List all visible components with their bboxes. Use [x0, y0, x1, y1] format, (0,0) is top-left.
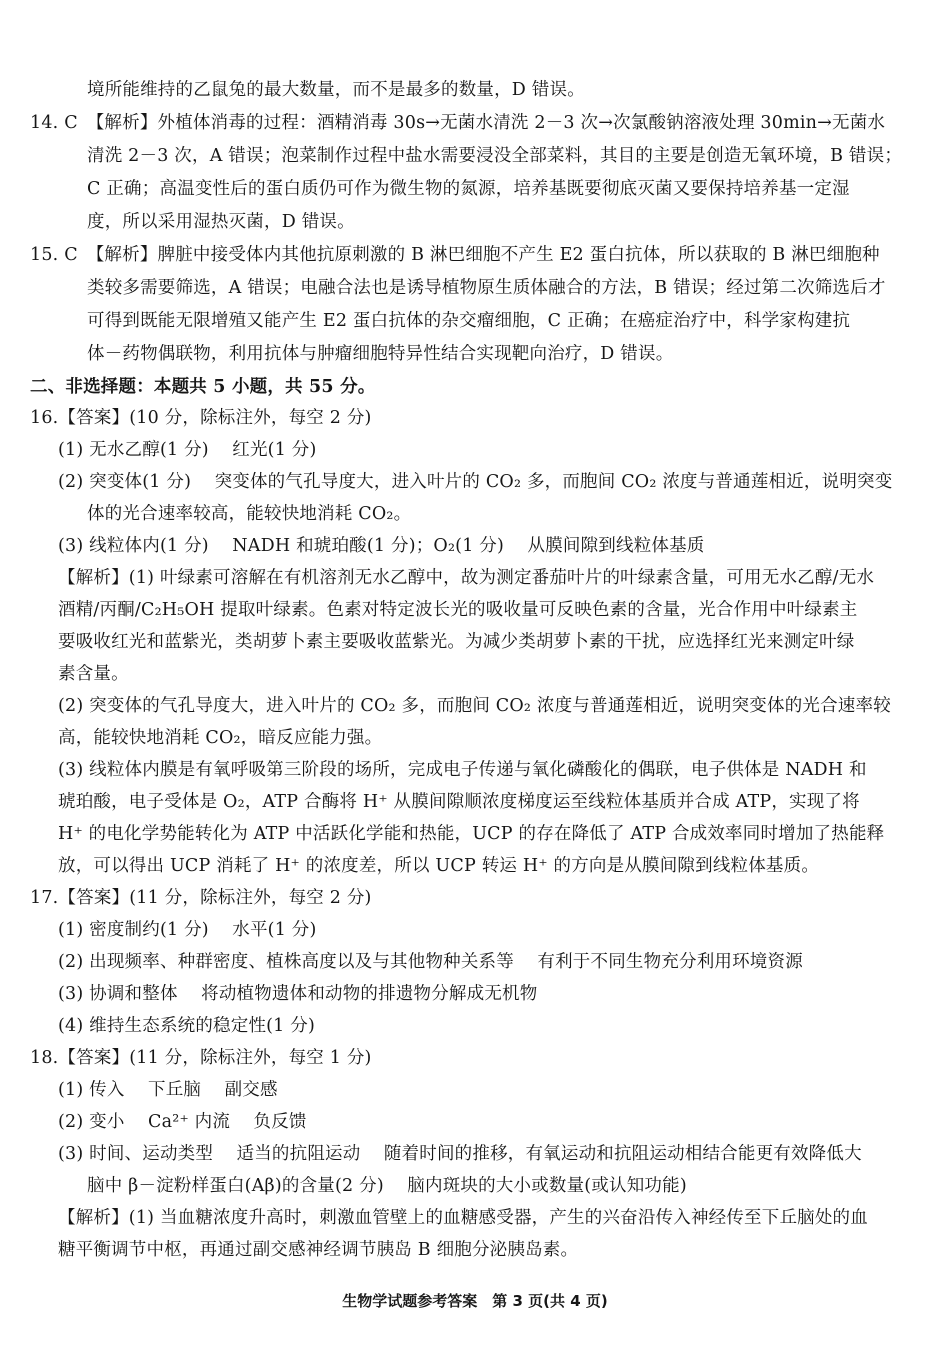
text-line: 境所能维持的乙鼠兔的最大数量，而不是最多的数量，D 错误。 — [87, 80, 585, 100]
text-line: 琥珀酸，电子受体是 O₂，ATP 合酶将 H⁺ 从膜间隙顺浓度梯度运至线粒体基质并合成 ATP，实现了将 — [58, 792, 860, 812]
text-line: H⁺ 的电化学势能转化为 ATP 中活跃化学能和热能，UCP 的存在降低了 ATP 合成效率同时增加了热能释 — [58, 824, 885, 844]
text-line: (2) 突变体的气孔导度大，进入叶片的 CO₂ 多，而胞间 CO₂ 浓度与普通莲相近，说明突变体的光合速率较 — [58, 696, 891, 716]
text-line: (1) 无水乙醇(1 分) 红光(1 分) — [58, 440, 317, 460]
text-line: 18.【答案】(11 分，除标注外，每空 1 分) — [30, 1048, 372, 1068]
text-line: 15. C 【解析】脾脏中接受体内其他抗原刺激的 B 淋巴细胞不产生 E2 蛋白抗体，所以获取的 B 淋巴细胞种 — [30, 245, 880, 265]
text-line: 酒精/丙酮/C₂H₅OH 提取叶绿素。色素对特定波长光的吸收量可反映色素的含量，光合作用中叶绿素主 — [58, 600, 858, 620]
text-line: 体－药物偶联物，利用抗体与肿瘤细胞特异性结合实现靶向治疗，D 错误。 — [87, 344, 674, 364]
text-line: 放，可以得出 UCP 消耗了 H⁺ 的浓度差，所以 UCP 转运 H⁺ 的方向是从膜间隙到线粒体基质。 — [58, 856, 820, 876]
text-line: (2) 出现频率、种群密度、植株高度以及与其他物种关系等 有利于不同生物充分利用环境资源 — [58, 952, 803, 972]
text-line: 【解析】(1) 叶绿素可溶解在有机溶剂无水乙醇中，故为测定番茄叶片的叶绿素含量，可用无水乙醇/无水 — [58, 568, 875, 588]
text-line: (3) 线粒体内(1 分) NADH 和琥珀酸(1 分)；O₂(1 分) 从膜间隙到线粒体基质 — [58, 536, 705, 556]
text-line: (2) 变小 Ca²⁺ 内流 负反馈 — [58, 1112, 307, 1132]
text-line: 【解析】(1) 当血糖浓度升高时，刺激血管壁上的血糖感受器，产生的兴奋沿传入神经传至下丘脑处的血 — [58, 1208, 868, 1228]
text-line: C 正确；高温变性后的蛋白质仍可作为微生物的氮源，培养基既要彻底灭菌又要保持培养基一定湿 — [87, 179, 850, 199]
text-line: (3) 协调和整体 将动植物遗体和动物的排遗物分解成无机物 — [58, 984, 538, 1004]
text-line: (1) 密度制约(1 分) 水平(1 分) — [58, 920, 317, 940]
text-line: 清洗 2－3 次，A 错误；泡菜制作过程中盐水需要浸没全部菜料，其目的主要是创造无氧环境，B 错误； — [87, 146, 903, 166]
text-line: 高，能较快地消耗 CO₂，暗反应能力强。 — [58, 728, 383, 748]
page-footer: 生物学试题参考答案 第 3 页(共 4 页) — [342, 1292, 608, 1310]
text-line: 类较多需要筛选，A 错误；电融合法也是诱导植物原生质体融合的方法，B 错误；经过第二次筛选后才 — [87, 278, 886, 298]
text-line: (1) 传入 下丘脑 副交感 — [58, 1080, 278, 1100]
text-line: 17.【答案】(11 分，除标注外，每空 2 分) — [30, 888, 372, 908]
text-line: 14. C 【解析】外植体消毒的过程：酒精消毒 30s→无菌水清洗 2－3 次→次氯酸钠溶液处理 30min→无菌水 — [30, 113, 886, 133]
text-line: 可得到既能无限增殖又能产生 E2 蛋白抗体的杂交瘤细胞，C 正确；在癌症治疗中，科学家构建抗 — [87, 311, 851, 331]
text-line: 要吸收红光和蓝紫光，类胡萝卜素主要吸收蓝紫光。为减少类胡萝卜素的干扰，应选择红光来测定叶绿 — [58, 632, 855, 652]
text-line: (3) 时间、运动类型 适当的抗阻运动 随着时间的推移，有氧运动和抗阻运动相结合能更有效降低大 — [58, 1144, 862, 1164]
text-line: 度，所以采用湿热灭菌，D 错误。 — [87, 212, 355, 232]
text-line: 糖平衡调节中枢，再通过副交感神经调节胰岛 B 细胞分泌胰岛素。 — [58, 1240, 579, 1260]
text-line: 脑中 β－淀粉样蛋白(Aβ)的含量(2 分) 脑内斑块的大小或数量(或认知功能) — [87, 1176, 687, 1196]
text-line: 16.【答案】(10 分，除标注外，每空 2 分) — [30, 408, 372, 428]
text-line: 体的光合速率较高，能较快地消耗 CO₂。 — [87, 504, 412, 524]
section-heading: 二、非选择题：本题共 5 小题，共 55 分。 — [30, 377, 376, 397]
text-line: 素含量。 — [58, 664, 129, 684]
text-line: (4) 维持生态系统的稳定性(1 分) — [58, 1016, 316, 1036]
text-line: (2) 突变体(1 分) 突变体的气孔导度大，进入叶片的 CO₂ 多，而胞间 CO₂ 浓度与普通莲相近，说明突变 — [58, 472, 893, 492]
text-line: (3) 线粒体内膜是有氧呼吸第三阶段的场所，完成电子传递与氧化磷酸化的偶联，电子供体是 NADH 和 — [58, 760, 867, 780]
